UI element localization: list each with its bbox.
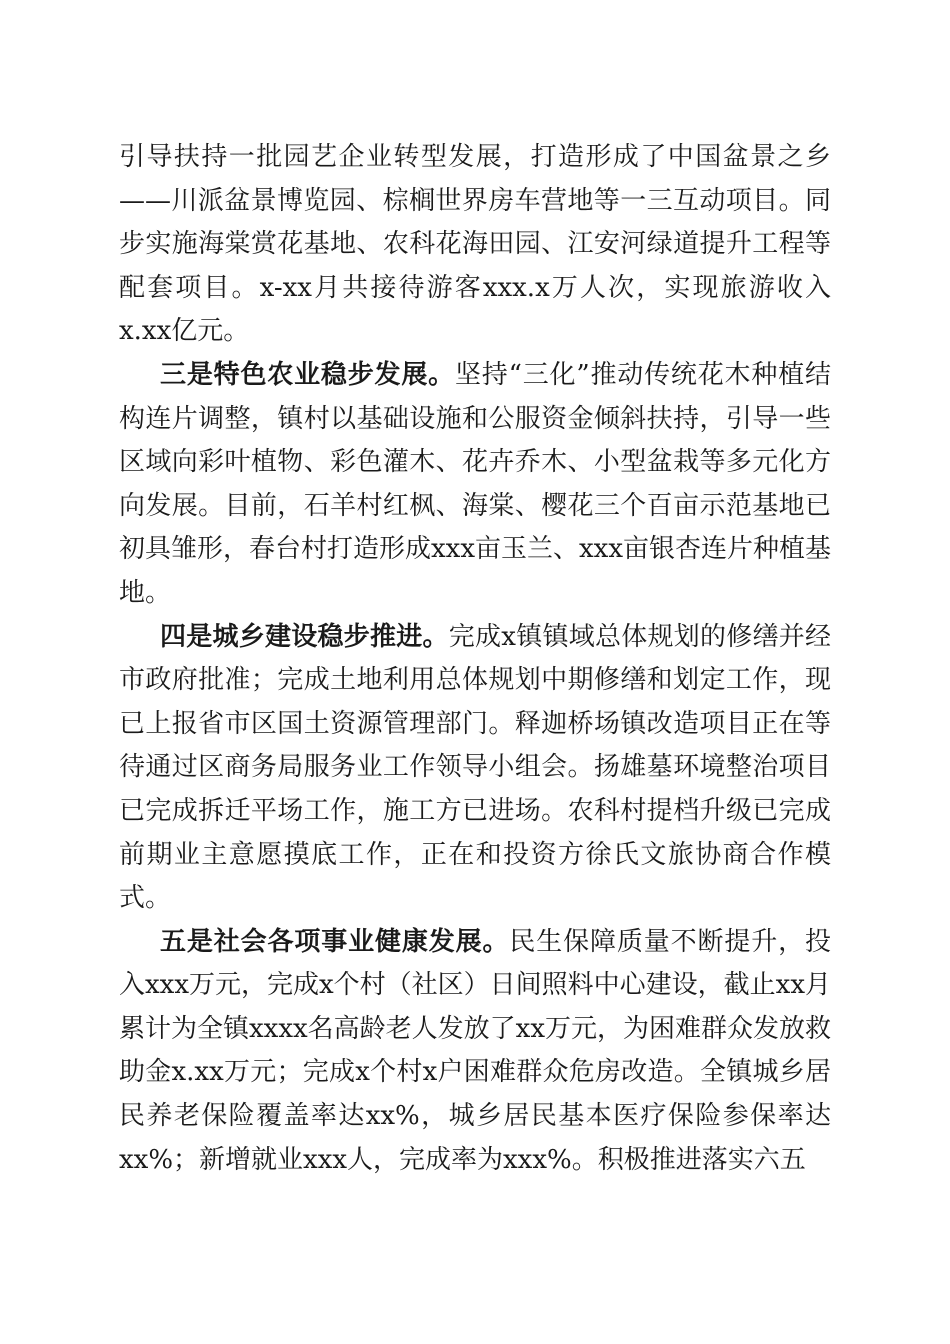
paragraph-heading: 三是特色农业稳步发展。 [160,359,455,390]
paragraph-text: 坚持“三化”推动传统花木种植结构连片调整，镇村以基础设施和公服资金倾斜扶持，引导一些区域向彩叶植物、彩色灌木、花卉乔木、小型盆栽等多元化方向发展。目前，石羊村红枫、海棠、樱花三个百亩示范基地已初具雏形，春台村打造形成xxx亩玉兰、xxx亩银杏连片种植基地。 [119,359,831,608]
paragraph-text: 完成x镇镇域总体规划的修缮并经市政府批准；完成土地利用总体规划中期修缮和划定工作，现已上报省市区国土资源管理部门。释迦桥场镇改造项目正在等待通过区商务局服务业工作领导小组会。扬雄墓环境整治项目已完成拆迁平场工作，施工方已进场。农科村提档升级已完成前期业主意愿摸底工作，正在和投资方徐氏文旅协商合作模式。 [119,621,831,914]
document-body [119,136,831,1182]
paragraph-heading: 五是社会各项事业健康发展。 [160,926,510,957]
paragraph-tourism [119,136,831,354]
paragraph-agriculture [119,354,831,616]
paragraph-text: 引导扶持一批园艺企业转型发展，打造形成了中国盆景之乡——川派盆景博览园、棕榈世界房车营地等一三互动项目。同步实施海棠赏花基地、农科花海田园、江安河绿道提升工程等配套项目。x-xx月共接待游客xxx.x万人次，实现旅游收入x.xx亿元。 [119,142,831,347]
paragraph-social [119,921,831,1183]
paragraph-text: 民生保障质量不断提升，投入xxx万元，完成x个村（社区）日间照料中心建设，截止xx月累计为全镇xxxx名高龄老人发放了xx万元，为困难群众发放救助金x.xx万元；完成x个村x户困难群众危房改造。全镇城乡居民养老保险覆盖率达xx%，城乡居民基本医疗保险参保率达xx%；新增就业xxx人，完成率为xxx%。积极推进落实六五 [119,926,831,1175]
paragraph-construction [119,616,831,921]
paragraph-heading: 四是城乡建设稳步推进。 [160,621,449,652]
